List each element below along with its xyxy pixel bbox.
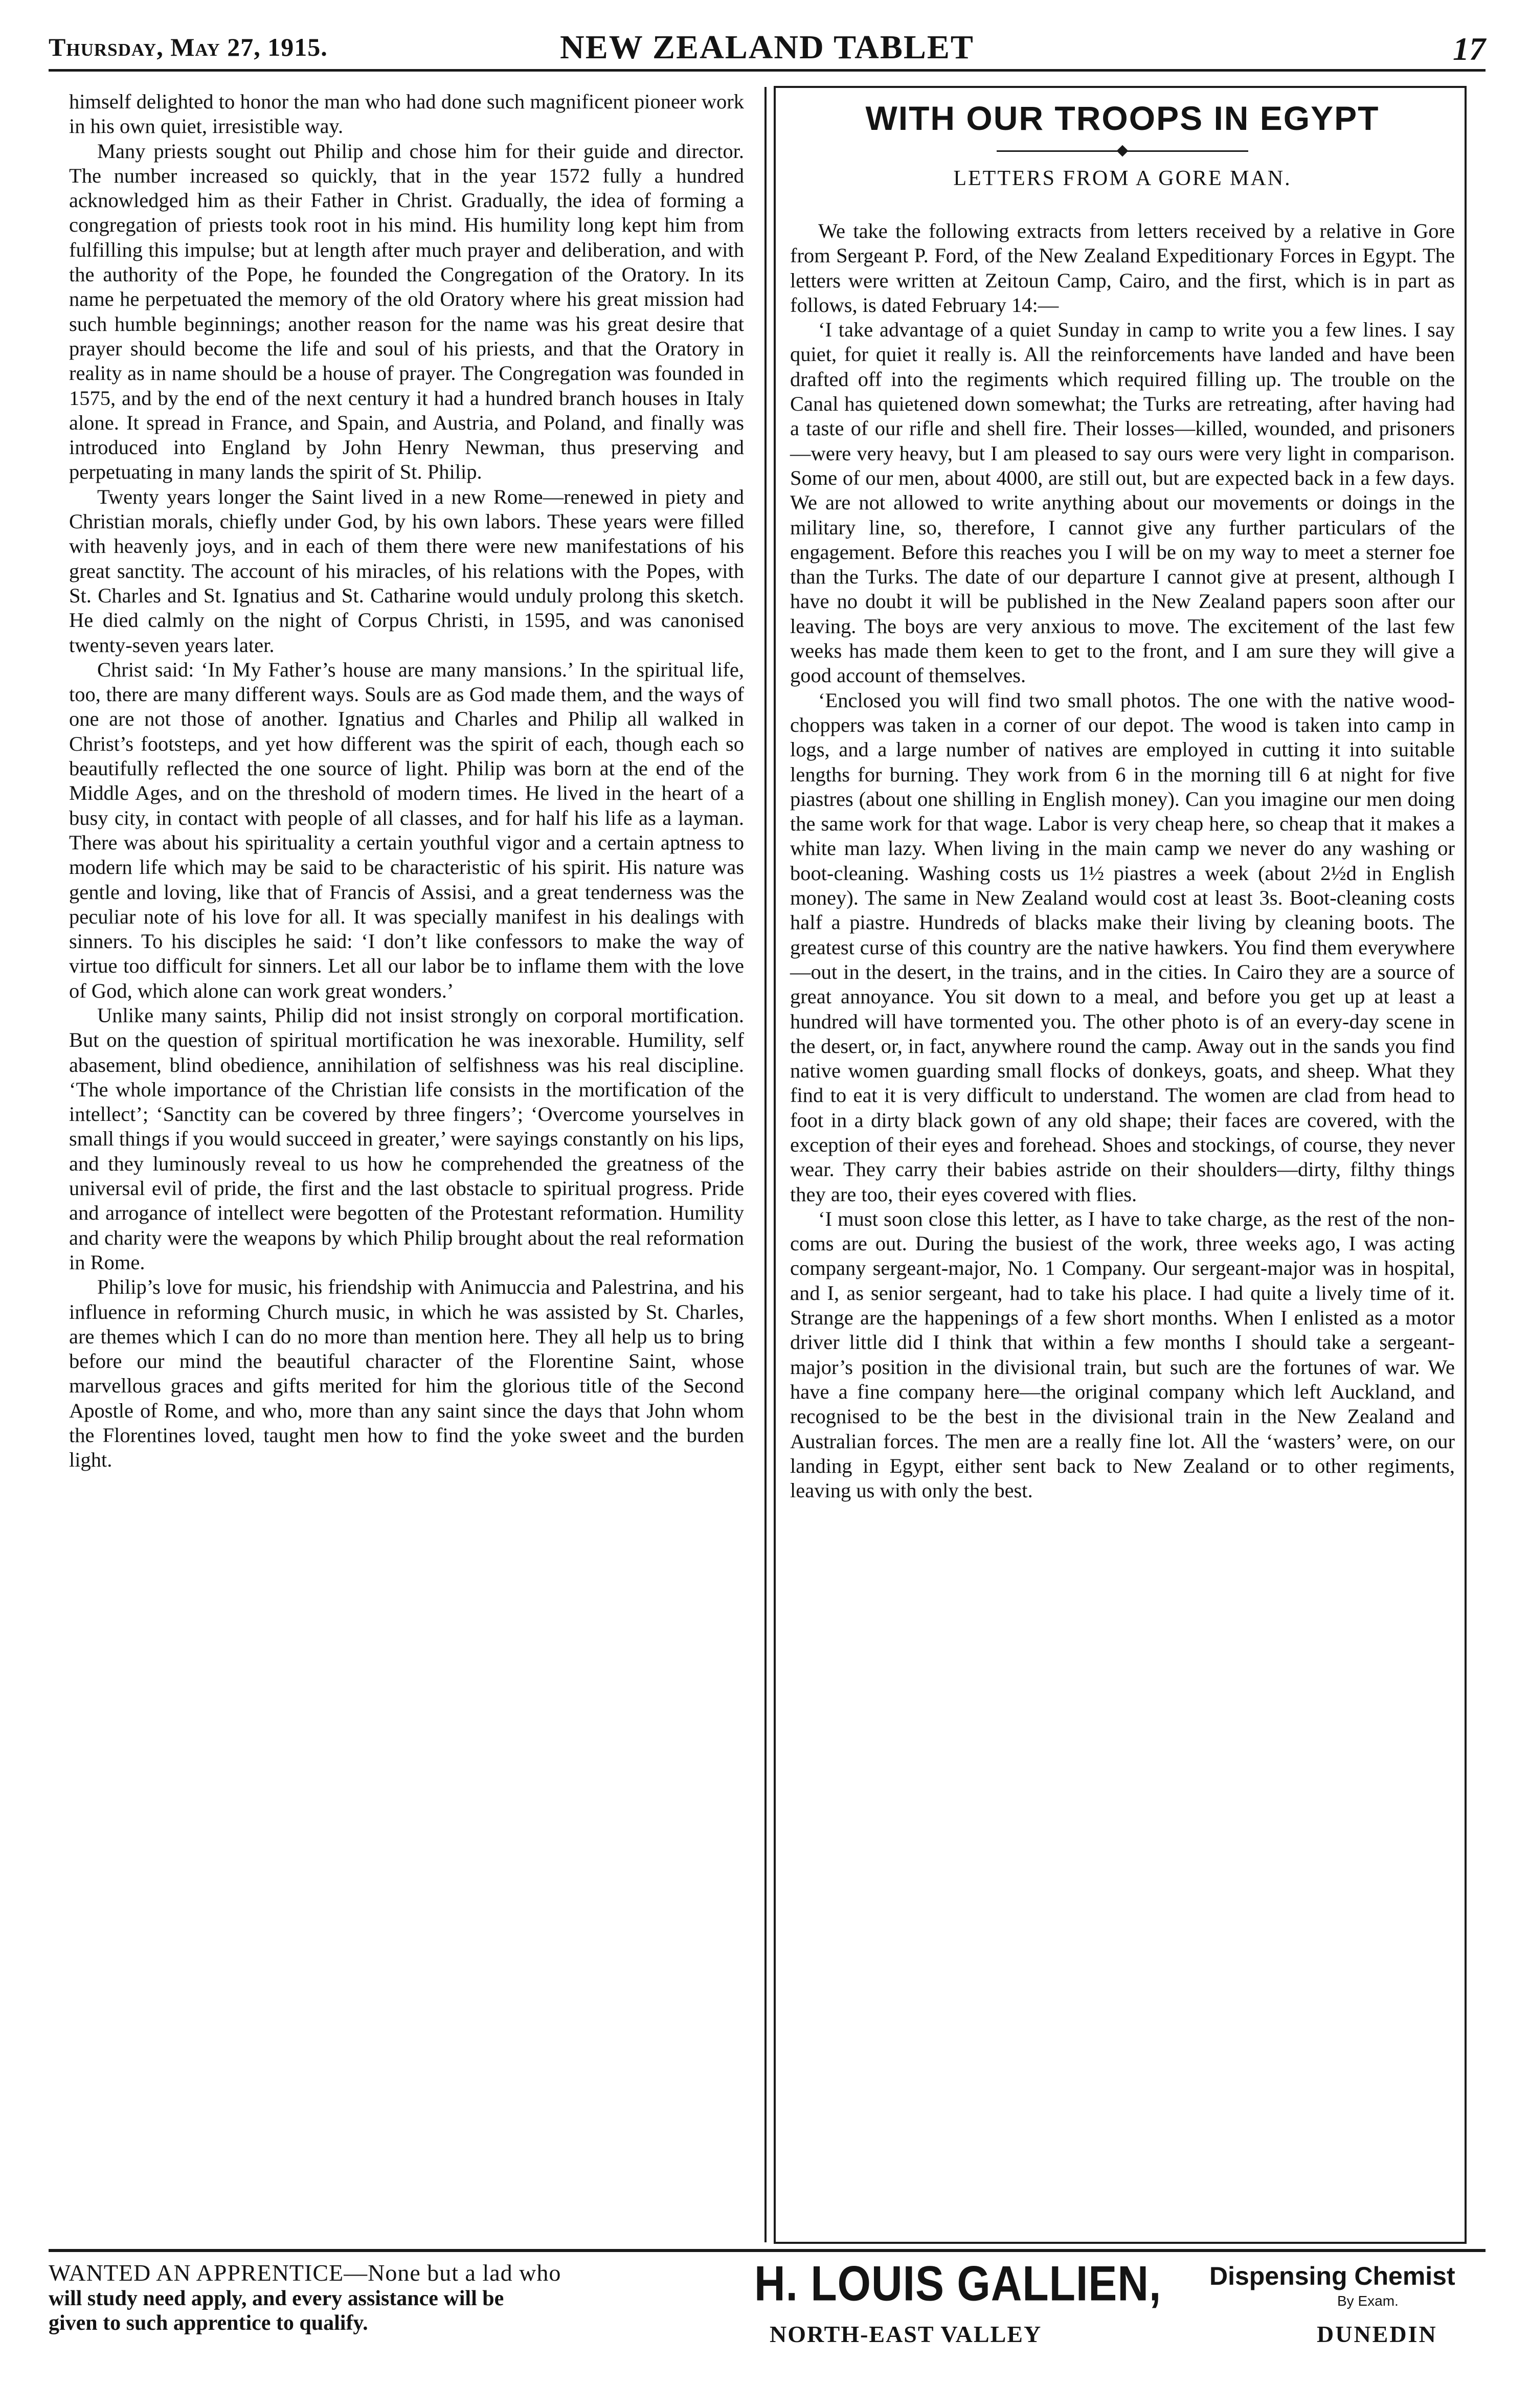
paragraph: Many priests sought out Philip and chose him for their guide and director. The number increased so quickly, that in the year 1572 fully a hundred acknowledged him as their Father in Christ. Gradually, the idea of forming a congregation of priests took root in his mind. His humility long kept him from fulfilling this impulse; but at length after much prayer and deliberation, and with the authority of the Pope, he founded the Congregation of the Oratory. In its name he perpetuated the memory of the old Oratory where his great mission had such humble beginnings; another reason for the name was his great desire that prayer should become the life and soul of his priests, and that the Oratory in reality as in name should be a house of prayer. The Congregation was founded in 1575, and by the end of the next century it had a hundred branch houses in Italy alone. It spread in France, and Spain, and Austria, and Poland, and finally was introduced into England by John Henry Newman, thus preserving and perpetuating in many lands the spirit of St. Philip. [69,139,744,484]
ornament-bar [997,150,1119,152]
footer-divider [49,2249,1486,2252]
ad-line: given to such apprentice to qualify. [49,2311,368,2335]
column-divider [764,87,767,2242]
ornament-bar [1126,150,1248,152]
paragraph: Unlike many saints, Philip did not insist strongly on corporal mortification. But on the question of spiritual mortification he was inexorable. Humility, self abasement, blind obedience, annihilation of selfishness was his real discipline. ‘The whole importance of the Christian life consists in the mortification of the intellect’; ‘Sanctity can be covered by three fingers’; ‘Overcome yourselves in small things if you would succeed in greater,’ were sayings constantly on his lips, and they luminously reveal to us how he comprehended the greatness of the universal evil of pride, the first and the last obstacle to spiritual progress. Pride and arrogance of intellect were begotten of the Protestant reformation. Humility and charity were the weapons by which Philip brought about the real reformation in Rome. [69,1003,744,1274]
issue-date: Thursday, May 27, 1915. [49,33,328,61]
page-number: 17 [1453,31,1486,67]
left-column [69,89,744,1473]
publication-title: NEW ZEALAND TABLET [560,29,974,66]
paragraph: ‘Enclosed you will find two small photos. The one with the native wood-choppers was taken in a corner of our depot. The wood is taken into camp in logs, and a large number of natives are employed in cutting it into suitable lengths for burning. They work from 6 in the morning till 6 at night for five piastres (about one shilling in English money). Can you imagine our men doing the same work for that wage. Labor is very cheap here, so cheap that it makes a white man lazy. When living in the main camp we never do any washing or boot-cleaning. Washing costs us 1½ piastres a week (about 2½d in English money). The same in New Zealand would cost at least 3s. Boot-cleaning costs half a piastre. Hundreds of blacks make their living by cleaning boots. The greatest curse of this country are the native hawkers. You find them everywhere—out in the desert, in the trains, and in the cities. In Cairo they are a source of great annoyance. You sit down to a meal, and before you get up at least a hundred will have tormented you. The other photo is of an every-day scene in the desert, or, in fact, anywhere round the camp. Away out in the sands you find native women guarding small flocks of donkeys, goats, and sheep. What they find to eat it is very difficult to understand. The women are clad from head to foot in a dirty black gown of any old shape; their faces are covered, with the exception of their eyes and forehead. Shoes and stockings, of course, they never wear. They carry their babies astride on their shoulders—dirty, filthy things they are too, their eyes covered with flies. [790,688,1455,1206]
article-title: WITH OUR TROOPS IN EGYPT [865,99,1380,137]
title-ornament [790,147,1455,155]
diamond-icon [1117,145,1129,157]
advertiser-location: NORTH-EAST VALLEY [770,2321,1042,2347]
paragraph: himself delighted to honor the man who had done such magnificent pioneer work in his own quiet, irresistible way. [69,90,744,138]
advertiser-role: Dispensing Chemist [1209,2262,1455,2290]
apprentice-advertisement [49,2259,754,2335]
advertiser-qualification: By Exam. [1337,2293,1399,2309]
page-header [49,28,1486,72]
ad-line: WANTED AN APPRENTICE—None but a lad who [49,2260,561,2286]
paragraph: Twenty years longer the Saint lived in a new Rome—renewed in piety and Christian morals, chiefly under God, by his own labors. These years were filled with heavenly joys, and in each of them there were new manifestations of his great sanctity. The account of his miracles, of his relations with the Popes, with St. Charles and St. Ignatius and St. Catharine would unduly prolong this sketch. He died calmly on the night of Corpus Christi, in 1595, and was canonised twenty-seven years later. [69,485,744,657]
article-subtitle: LETTERS FROM A GORE MAN. [953,167,1292,190]
advertiser-city: DUNEDIN [1317,2321,1437,2347]
paragraph: ‘I take advantage of a quiet Sunday in camp to write you a few lines. I say quiet, for quiet it really is. All the reinforcements have landed and have been drafted off into the regiments which required filling up. The trouble on the Canal has quietened down somewhat; the Turks are retreating, after having had a taste of our rifle and shell fire. Their losses—killed, wounded, and prisoners—were very heavy, but I am pleased to say ours were very light in comparison. Some of our men, about 4000, are still out, but are expected back in a few days. We are not allowed to write anything about our movements or doings in the military line, so, therefore, I cannot give any further particulars of the engagement. Before this reaches you I will be on my way to meet a sterner foe than the Turks. The date of our departure I cannot give at present, although I have no doubt it will be published in the New Zealand papers soon after our leaving. The boys are very anxious to move. The excitement of the last few weeks has made them keen to get to the front, and I am sure they will give a good account of themselves. [790,318,1455,687]
paragraph: We take the following extracts from letters received by a relative in Gore from Sergeant P. Ford, of the New Zealand Expeditionary Forces in Egypt. The letters were written at Zeitoun Camp, Cairo, and the first, which is in part as follows, is dated February 14:— [790,219,1455,317]
right-column [790,89,1455,1503]
chemist-advertisement [754,2255,1486,2378]
advertiser-name: H. LOUIS GALLIEN, [754,2256,1162,2311]
paragraph: ‘I must soon close this letter, as I have to take charge, as the rest of the non-coms are out. During the busiest of the work, three weeks ago, I was acting company sergeant-major, No. 1 Company. Our sergeant-major was in hospital, and I, as senior sergeant, had to take his place. I had quite a lively time of it. Strange are the happenings of a few short months. When I enlisted as a motor driver little did I think that within a few months I should take a sergeant-major’s position in the divisional train, but such are the fortunes of war. We have a fine company here—the original company which left Auckland, and recognised to be the best in the divisional train in the New Zealand and Australian forces. The men are a really fine lot. All the ‘wasters’ were, on our landing in Egypt, either sent back to New Zealand or to other regiments, leaving us with only the best. [790,1207,1455,1502]
paragraph: Christ said: ‘In My Father’s house are many mansions.’ In the spiritual life, too, there are many different ways. Souls are as God made them, and the ways of one are not those of another. Ignatius and Charles and Philip all walked in Christ’s footsteps, and yet how different was the spirit of each, though each so beautifully reflected the one source of light. Philip was born at the end of the Middle Ages, and on the threshold of modern times. He lived in the heart of a busy city, in contact with people of all classes, and for half his life as a layman. There was about his spirituality a certain youthful vigor and a certain aptness to modern life which may be said to be characteristic of his spirit. His nature was gentle and loving, like that of Francis of Assisi, and a great tenderness was the peculiar note of his love for all. It was specially manifest in his dealings with sinners. To his disciples he said: ‘I don’t like confessors to make the way of virtue too difficult for sinners. Let all our labor be to inflame them with the love of God, which alone can work great wonders.’ [69,658,744,1002]
paragraph: Philip’s love for music, his friendship with Animuccia and Palestrina, and his influence in reforming Church music, in which he was assisted by St. Charles, are themes which I can do no more than mention here. They all help us to bring before our mind the beautiful character of the Florentine Saint, whose marvellous graces and gifts merited for him the glorious title of the Second Apostle of Rome, and who, more than any saint since the days that John whom the Florentines loved, taught men how to find the yoke sweet and the burden light. [69,1275,744,1472]
ad-line: will study need apply, and every assistance will be [49,2287,504,2310]
